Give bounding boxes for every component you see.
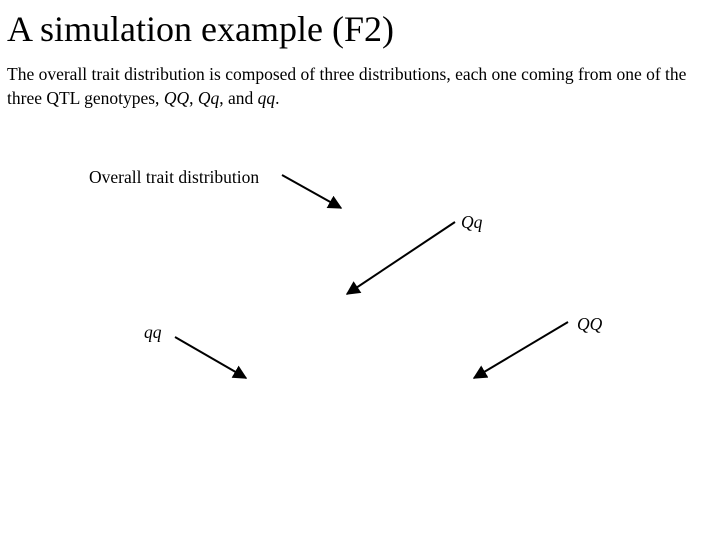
arrow-QQ xyxy=(474,322,568,378)
body-text-part: The overall trait distribution is composed of three distributions, each one coming from one of the three QTL genotypes, xyxy=(7,64,687,108)
arrow-overall xyxy=(282,175,341,208)
genotype-qq-text: qq xyxy=(257,88,276,108)
arrow-qq xyxy=(175,337,246,378)
body-text-sep: , xyxy=(189,88,198,108)
Qq-label: Qq xyxy=(461,212,483,232)
QQ-label: QQ xyxy=(577,314,603,334)
slide-title: A simulation example (F2) xyxy=(7,9,394,49)
genotype-Qq-text: Qq xyxy=(197,88,220,108)
genotype-QQ-text: QQ xyxy=(163,88,190,108)
arrow-Qq xyxy=(347,222,455,294)
body-text-sep: , and xyxy=(219,88,258,108)
qq-label: qq xyxy=(144,322,162,342)
body-text-end: . xyxy=(275,88,280,108)
overall-distribution-label: Overall trait distribution xyxy=(89,167,260,187)
